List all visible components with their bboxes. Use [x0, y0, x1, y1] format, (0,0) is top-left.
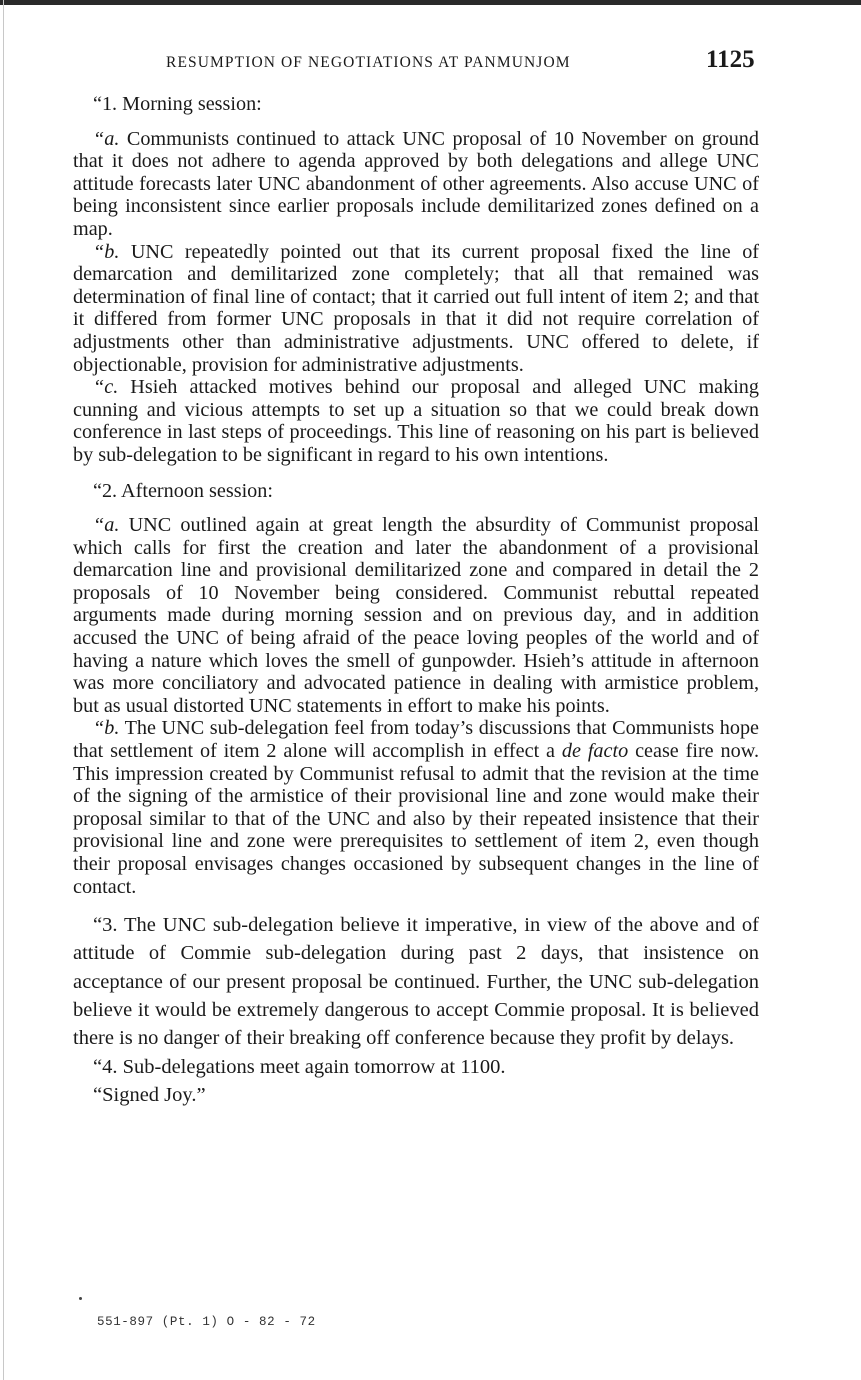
section-4-line: “4. Sub-delegations meet again tomorrow at 1100.	[93, 1055, 506, 1078]
signature-line: “Signed Joy.”	[93, 1083, 206, 1106]
page-left-edge	[3, 0, 4, 1380]
running-title: RESUMPTION OF NEGOTIATIONS AT PANMUNJOM	[166, 54, 571, 71]
para-marker: “a.	[93, 127, 120, 150]
print-speck	[79, 1297, 82, 1300]
para-text: Hsieh attacked motives behind our proposal and alleged UNC making cunning and vicious attempts to set up a situation so that we could break down conference in last steps of proceedings. This line of reasoning on his part is believed by sub-delegation to be significant in regard to his own intentions.	[73, 376, 759, 466]
section-2-para-b	[73, 717, 759, 898]
section-1-para-a	[73, 128, 759, 241]
running-head	[0, 46, 861, 80]
para-text: UNC repeatedly pointed out that its current proposal fixed the line of demarcation and demilitarized zone completely; that all that remained was determination of final line of contact; that it carried out full intent of item 2; and that it differed from former UNC proposals in that it did not require correlation of adjustments other than administrative adjustments. UNC offered to delete, if objectionable, provision for administrative adjustments.	[73, 240, 760, 376]
para-marker: “b.	[93, 240, 120, 263]
section-2-para-a	[73, 514, 759, 717]
section-1-heading: “1. Morning session:	[93, 93, 262, 115]
page-number: 1125	[706, 46, 755, 73]
document-body	[73, 93, 759, 1109]
para-text: UNC outlined again at great length the absurdity of Communist proposal which calls for first the creation and later the abandonment of a provisional demarcation line and provisional demilitarized zone and compared in detail the 2 proposals of 10 November being considered. Communist rebuttal repeated arguments made during morning session and on previous day, and in addition accused the UNC of being afraid of the peace loving peoples of the world and of having a nature which loves the smell of gunpowder. Hsieh’s attitude in afternoon was more conciliatory and advocated patience in dealing with armistice problem, but as usual distorted UNC statements in effort to make his points.	[73, 514, 759, 717]
italic-term: de facto	[561, 740, 629, 763]
section-3-para: “3. The UNC sub-delegation believe it imperative, in view of the above and of attitude of Commie sub-delegation during past 2 days, that insistence on acceptance of our present proposal be continued. Further, the UNC sub-delegation believe it would be extremely dangerous to accept Commie proposal. It is believed there is no danger of their breaking off conference because they profit by delays.	[73, 914, 759, 1050]
para-text: Communists continued to attack UNC proposal of 10 November on ground that it does not adhere to agenda approved by both delegations and allege UNC attitude forecasts later UNC abandonment of other agreements. Also accuse UNC of being inconsistent since earlier proposals include demilitarized zones defined on a map.	[73, 127, 759, 240]
section-1-para-b	[73, 241, 759, 377]
section-1-para-c	[73, 376, 759, 466]
para-text: cease fire now. This impression created by Communist refusal to admit that the revision at the time of the signing of the armistice of their provisional line and zone would make their proposal similar to that of the UNC and also by their repeated insistence that their provisional line and zone were prerequisites to settlement of item 2, even though their proposal envisages changes occasioned by subsequent changes in the line of contact.	[73, 740, 760, 898]
section-2-heading: “2. Afternoon session:	[93, 479, 273, 502]
para-marker: “c.	[93, 376, 119, 399]
printer-code: 551-897 (Pt. 1) O - 82 - 72	[97, 1315, 316, 1329]
section-3	[73, 911, 759, 1052]
section-2-paragraphs	[73, 514, 759, 898]
para-marker: “b.	[93, 717, 120, 740]
section-1-paragraphs	[73, 128, 759, 467]
para-marker: “a.	[93, 514, 120, 537]
top-border-rule	[0, 0, 861, 5]
para-text: The UNC sub-delegation feel from today’s discussions that Communists hope that settlement of item 2 alone will accomplish in effect a	[73, 717, 760, 763]
